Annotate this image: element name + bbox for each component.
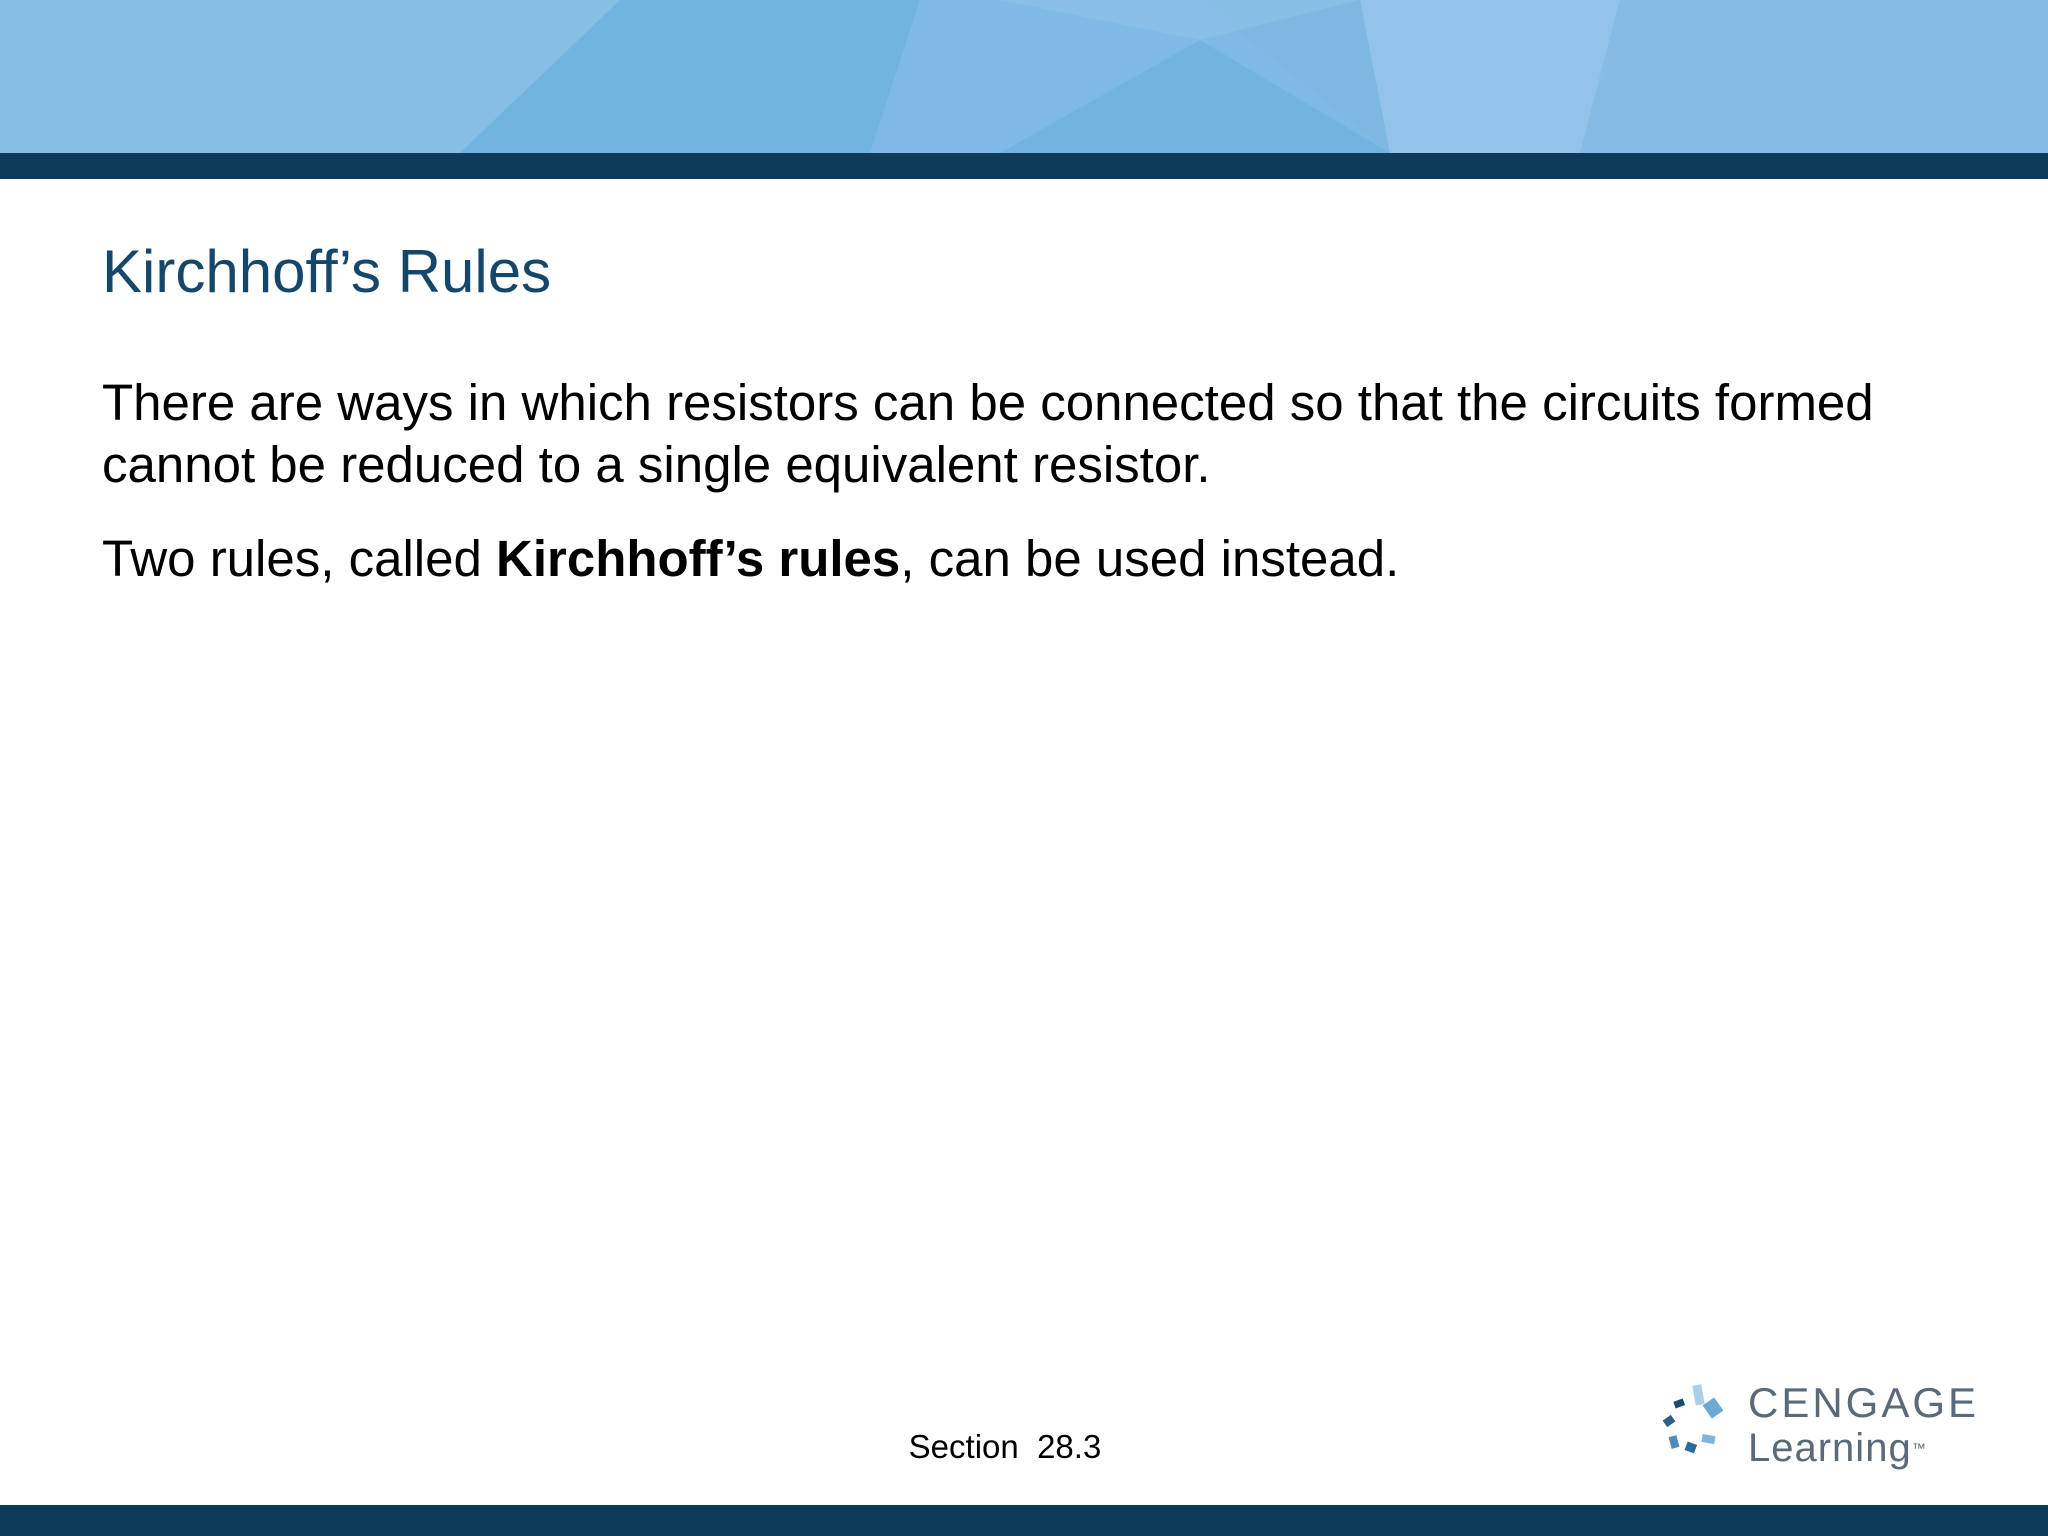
slide-title: Kirchhoff’s Rules (102, 238, 552, 305)
logo-wordmark: CENGAGE Learning™ (1748, 1379, 1980, 1470)
key-term: Kirchhoff’s rules (496, 530, 901, 587)
header-banner (0, 0, 2048, 153)
body-paragraph-2: Two rules, called Kirchhoff’s rules, can be used instead. (102, 530, 1400, 587)
section-label: Section 28.3 (908, 1428, 1102, 1465)
header-rule (0, 153, 2048, 179)
footer-rule (0, 1505, 2048, 1536)
slide-body (102, 372, 1962, 622)
logo-mark-icon (1660, 1380, 1740, 1476)
body-paragraph-1: There are ways in which resistors can be connected so that the circuits formed cannot be reduced to a single equivalent resistor. (102, 374, 1874, 493)
header-pattern (0, 0, 2048, 153)
cengage-logo (1660, 1379, 1980, 1476)
